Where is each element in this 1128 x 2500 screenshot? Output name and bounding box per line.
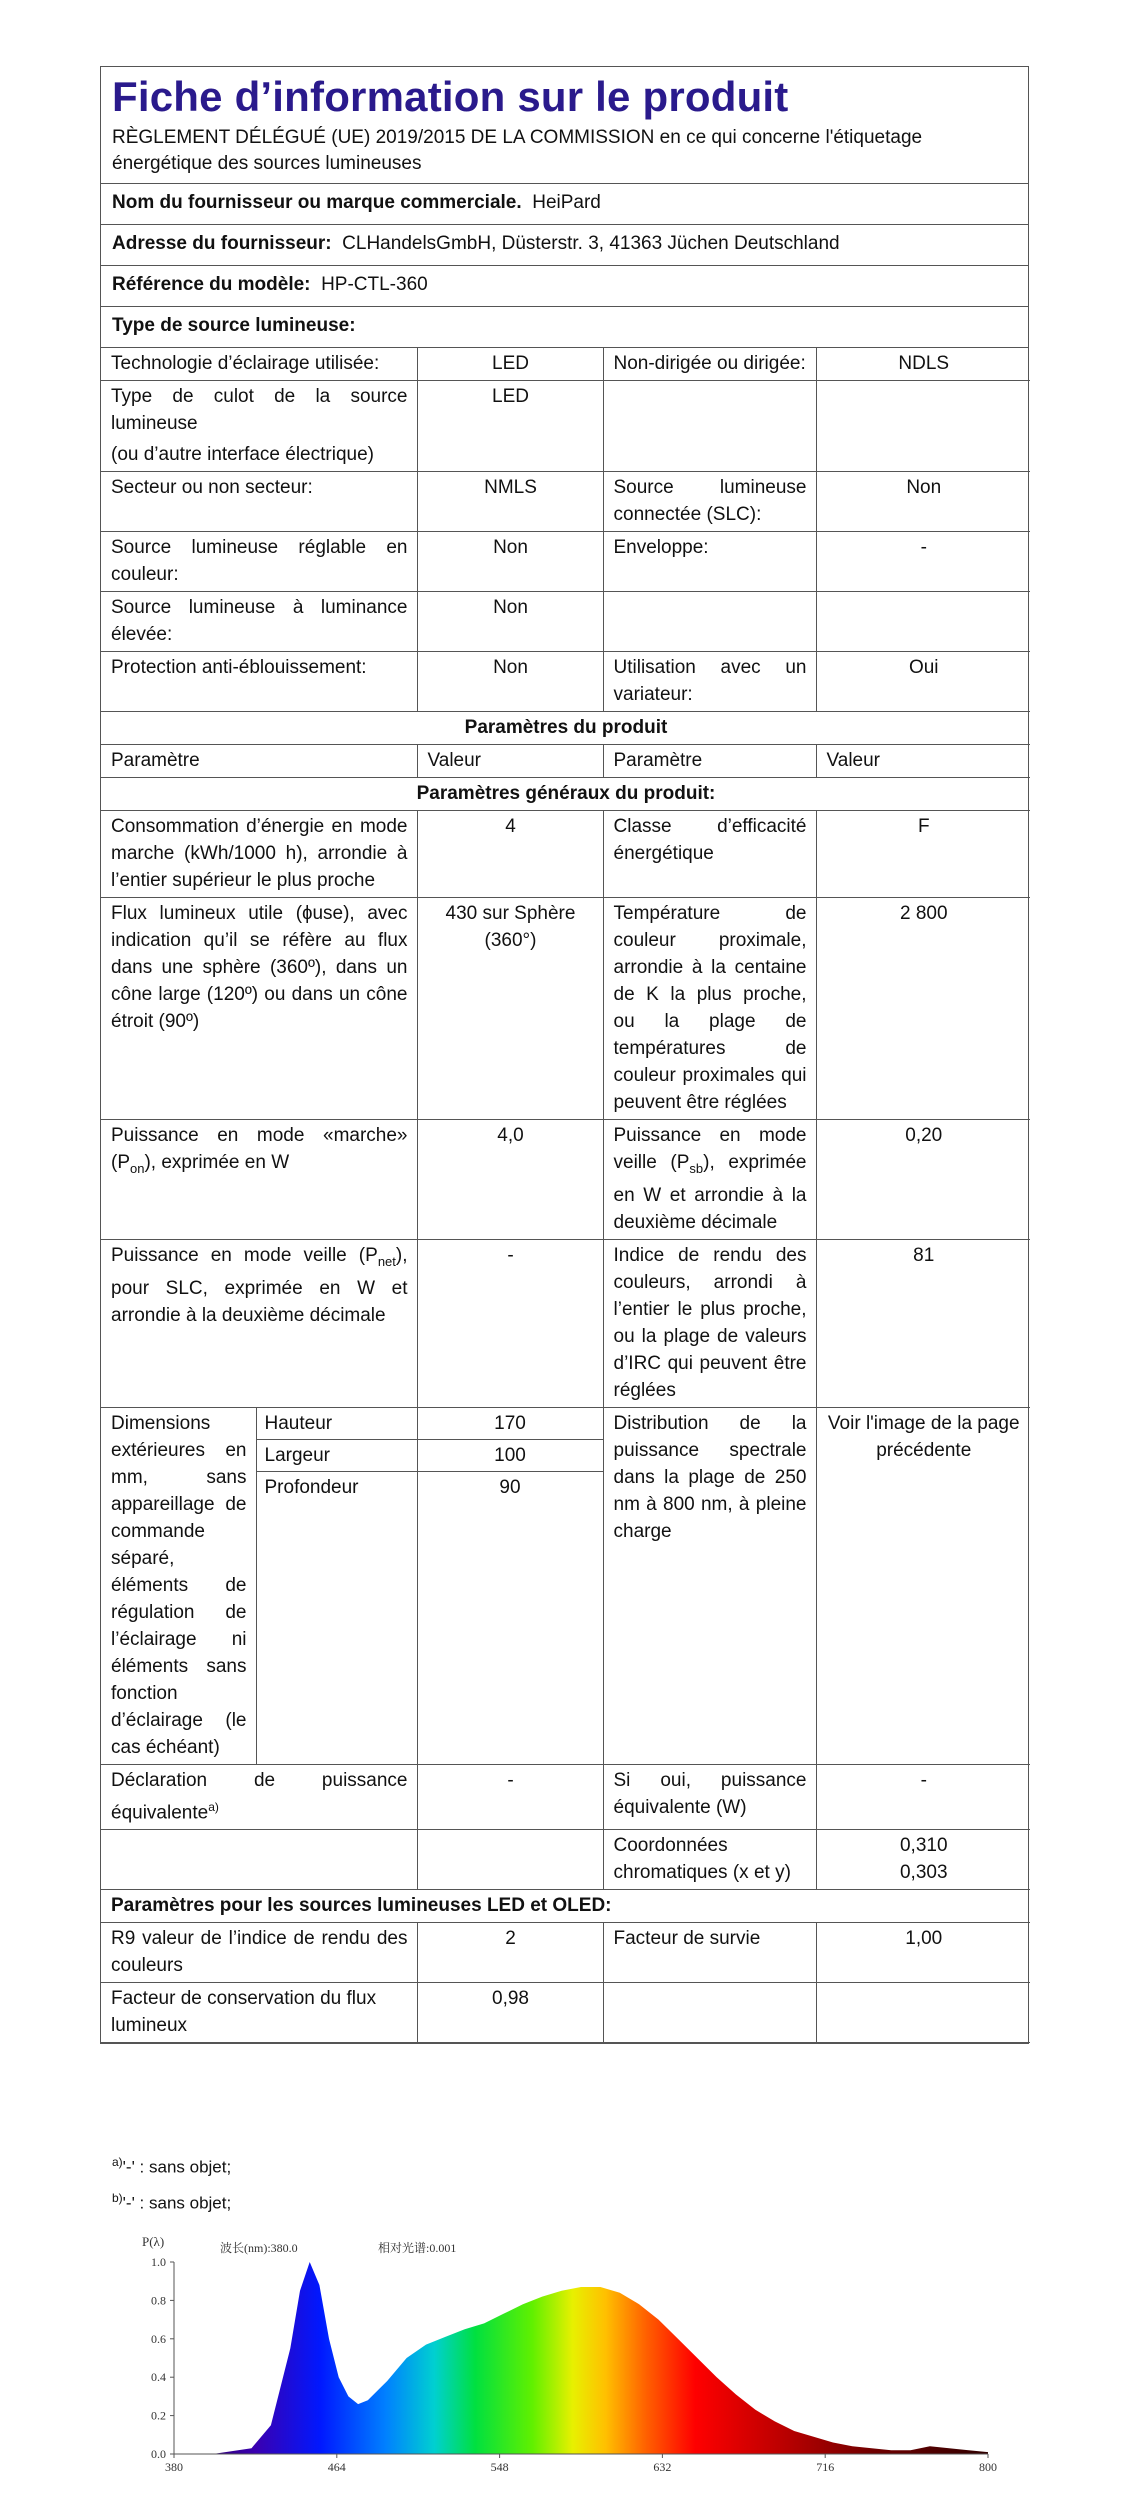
supplier-address-value: CLHandelsGmbH, Düsterstr. 3, 41363 Jüchen Deutschland (342, 233, 840, 254)
table-row (101, 652, 1030, 712)
table-row (101, 712, 1030, 745)
table-row (101, 472, 1030, 532)
width-value: 100 (418, 1440, 603, 1472)
product-information-sheet (100, 66, 1029, 2044)
param-label: Protection anti-éblouissement: (101, 652, 417, 712)
param-value (417, 1830, 603, 1890)
param-value: 0,20 (816, 1120, 1030, 1240)
light-source-type-row (101, 307, 1028, 348)
depth-label: Profondeur (264, 1476, 359, 1498)
table-row (101, 348, 1030, 381)
y-axis-label: P(λ) (142, 2234, 165, 2249)
cap-type-label: Type de culot de la source lumineuse (111, 386, 408, 434)
spectrum-area (174, 2262, 988, 2454)
x-tick-label: 380 (165, 2460, 183, 2472)
table-header-row (101, 745, 1030, 778)
y-tick-label: 0.2 (151, 2408, 166, 2423)
model-reference-row (101, 266, 1028, 307)
param-value: - (417, 1764, 603, 1829)
table-row (101, 532, 1030, 592)
x-tick-label: 464 (327, 2460, 346, 2472)
dimensions-table (101, 1408, 417, 1764)
column-header-value: Valeur (417, 745, 603, 778)
width-label: Largeur (257, 1440, 417, 1472)
cap-type-note: (ou d’autre interface électrique) (111, 444, 374, 465)
led-parameters-heading: Paramètres pour les sources lumineuses LED et OLED: (101, 1890, 1030, 1923)
footnote-b (112, 2183, 231, 2219)
label-subscript: on (130, 1160, 145, 1176)
height-value: 170 (418, 1408, 603, 1440)
param-value: F (816, 811, 1030, 898)
model-reference-label: Référence du modèle: (112, 274, 311, 295)
param-label: Coordonnées chromatiques (x et y) (603, 1830, 816, 1890)
param-label (603, 1120, 816, 1240)
param-value: 4 (417, 811, 603, 898)
param-label: Secteur ou non secteur: (101, 472, 417, 532)
relative-spectrum-readout: 相对光谱:0.001 (378, 2241, 457, 2255)
table-row (101, 592, 1030, 652)
regulation-subtitle: RÈGLEMENT DÉLÉGUÉ (UE) 2019/2015 DE LA COMMISSION en ce qui concerne l'étiquetage énergétique des sources lumineuses (112, 127, 923, 174)
param-label: R9 valeur de l’indice de rendu des couleurs (101, 1923, 417, 1983)
y-tick-label: 1.0 (151, 2255, 166, 2269)
x-ticks (165, 2454, 997, 2472)
parameters-table (101, 348, 1030, 2043)
param-value: Voir l'image de la page précédente (816, 1407, 1030, 1764)
column-header-value: Valeur (816, 745, 1030, 778)
param-value: 2 800 (816, 898, 1030, 1120)
param-label: Si oui, puissance équivalente (W) (603, 1764, 816, 1829)
spectral-distribution-chart (128, 2232, 1008, 2472)
dimension-labels (256, 1408, 417, 1764)
param-label: Technologie d’éclairage utilisée: (101, 348, 417, 381)
model-reference-value: HP-CTL-360 (321, 274, 428, 295)
wavelength-readout: 波长(nm):380.0 (220, 2241, 298, 2255)
chromaticity-y: 0,303 (899, 1862, 948, 1884)
y-tick-label: 0.8 (151, 2293, 166, 2308)
param-value: LED (417, 381, 603, 472)
param-label: Source lumineuse connectée (SLC): (603, 472, 816, 532)
param-label (603, 592, 816, 652)
footnote-marker: a) (208, 1799, 219, 1814)
chromaticity-x: 0,310 (899, 1835, 948, 1857)
footnote-text: '-' : sans objet; (122, 2157, 232, 2177)
product-parameters-heading: Paramètres du produit (101, 712, 1030, 745)
param-label: Enveloppe: (603, 532, 816, 592)
table-row (101, 1830, 1030, 1890)
dimension-values (417, 1407, 603, 1764)
x-tick-label: 632 (653, 2460, 672, 2472)
x-tick-label: 716 (816, 2460, 835, 2472)
param-value: Non (417, 532, 603, 592)
table-row (101, 1407, 1030, 1764)
param-label (101, 1764, 417, 1829)
supplier-address-label: Adresse du fournisseur: (112, 233, 332, 254)
param-value (816, 592, 1030, 652)
label-subscript: net (377, 1253, 396, 1269)
table-row (101, 778, 1030, 811)
param-value: - (816, 532, 1030, 592)
param-label: Classe d’efficacité énergétique (603, 811, 816, 898)
label-part: ), pour SLC, exprimée en W et arrondie à la deuxième décimale (111, 1244, 408, 1326)
table-row (101, 1983, 1030, 2043)
param-value: Non (417, 652, 603, 712)
label-part: Puissance en mode veille (P (111, 1244, 378, 1266)
param-label (101, 1120, 417, 1240)
label-part: ), exprimée en W et arrondie à la deuxième décimale (613, 1152, 807, 1233)
table-row (101, 1120, 1030, 1240)
param-value: 430 sur Sphère (360°) (417, 898, 603, 1120)
param-label (603, 381, 816, 472)
table-row (101, 1764, 1030, 1829)
table-row (101, 1923, 1030, 1983)
table-row (101, 1890, 1030, 1923)
label-part: Puissance en mode veille (P (613, 1125, 807, 1173)
param-label: Consommation d’énergie en mode marche (kWh/1000 h), arrondie à l’entier supérieur le plus proche (101, 811, 417, 898)
param-value (816, 1983, 1030, 2043)
supplier-name-value: HeiPard (532, 192, 601, 213)
table-row (101, 811, 1030, 898)
light-source-type-label: Type de source lumineuse: (112, 315, 356, 336)
param-label: Non-dirigée ou dirigée: (603, 348, 816, 381)
param-label (101, 1830, 417, 1890)
param-label: Température de couleur proximale, arrondie à la centaine de K la plus proche, ou la plage de températures de couleur proximales qui peuvent être réglées (603, 898, 816, 1120)
y-tick-label: 0.4 (151, 2370, 166, 2385)
param-label: Indice de rendu des couleurs, arrondi à l’entier le plus proche, ou la plage de valeurs d’IRC qui peuvent être réglées (603, 1239, 816, 1407)
param-label: Source lumineuse réglable en couleur: (101, 532, 417, 592)
supplier-name-label: Nom du fournisseur ou marque commerciale. (112, 192, 522, 213)
param-label: Distribution de la puissance spectrale dans la plage de 250 nm à 800 nm, à pleine charge (603, 1407, 816, 1764)
title-block (101, 67, 1028, 184)
column-header-param: Paramètre (603, 745, 816, 778)
param-label: Flux lumineux utile (ɸuse), avec indication qu’il se réfère au flux dans une sphère (360º), dans un cône large (120º) ou dans un cône étroit (90º) (101, 898, 417, 1120)
supplier-address-row (101, 225, 1028, 266)
param-value: NDLS (816, 348, 1030, 381)
param-label: Facteur de conservation du flux lumineux (101, 1983, 417, 2043)
table-row (101, 898, 1030, 1120)
footnotes (112, 2147, 231, 2218)
label-subscript: sb (689, 1160, 704, 1176)
param-value: 4,0 (417, 1120, 603, 1240)
y-tick-label: 0.0 (151, 2447, 166, 2461)
param-label: Source lumineuse à luminance élevée: (101, 592, 417, 652)
param-value (816, 1830, 1030, 1890)
dimensions-label: Dimensions extérieures en mm, sans appareillage de commande séparé, éléments de régulation de l’éclairage ni éléments sans fonction d’éclairage (le cas échéant) (101, 1408, 256, 1764)
param-value: NMLS (417, 472, 603, 532)
y-ticks (151, 2255, 174, 2461)
param-value (816, 381, 1030, 472)
footnote-text: '-' : sans objet; (122, 2193, 232, 2213)
x-tick-label: 548 (490, 2460, 509, 2472)
depth-value: 90 (499, 1476, 521, 1498)
footnote-a (112, 2147, 231, 2183)
param-value: 0,98 (417, 1983, 603, 2043)
x-tick-label: 800 (979, 2460, 997, 2472)
footnote-marker: b) (112, 2190, 123, 2205)
param-label: Utilisation avec un variateur: (603, 652, 816, 712)
param-value: 81 (816, 1239, 1030, 1407)
param-value: LED (417, 348, 603, 381)
spectrum-svg (128, 2232, 1008, 2472)
param-value: Oui (816, 652, 1030, 712)
param-value: - (417, 1239, 603, 1407)
dimensions-cell (101, 1407, 417, 1764)
param-label: Facteur de survie (603, 1923, 816, 1983)
label-part: Puissance en mode «marche» (P (111, 1125, 408, 1173)
param-value: - (816, 1764, 1030, 1829)
height-label: Hauteur (257, 1408, 417, 1440)
param-value: Non (417, 592, 603, 652)
param-label (101, 1239, 417, 1407)
param-value: 1,00 (816, 1923, 1030, 1983)
label-part: ), exprimée en W (144, 1152, 290, 1173)
footnote-marker: a) (112, 2155, 123, 2169)
table-row (101, 381, 1030, 472)
column-header-param: Paramètre (101, 745, 417, 778)
label-part: Déclaration de puissance équivalente (111, 1769, 408, 1824)
general-parameters-heading: Paramètres généraux du produit: (101, 778, 1030, 811)
page-title: Fiche d’information sur le produit (112, 73, 789, 120)
supplier-name-row (101, 184, 1028, 225)
param-label (101, 381, 417, 472)
y-tick-label: 0.6 (151, 2331, 166, 2346)
param-label (603, 1983, 816, 2043)
param-value: Non (816, 472, 1030, 532)
table-row (101, 1239, 1030, 1407)
param-value: 2 (417, 1923, 603, 1983)
